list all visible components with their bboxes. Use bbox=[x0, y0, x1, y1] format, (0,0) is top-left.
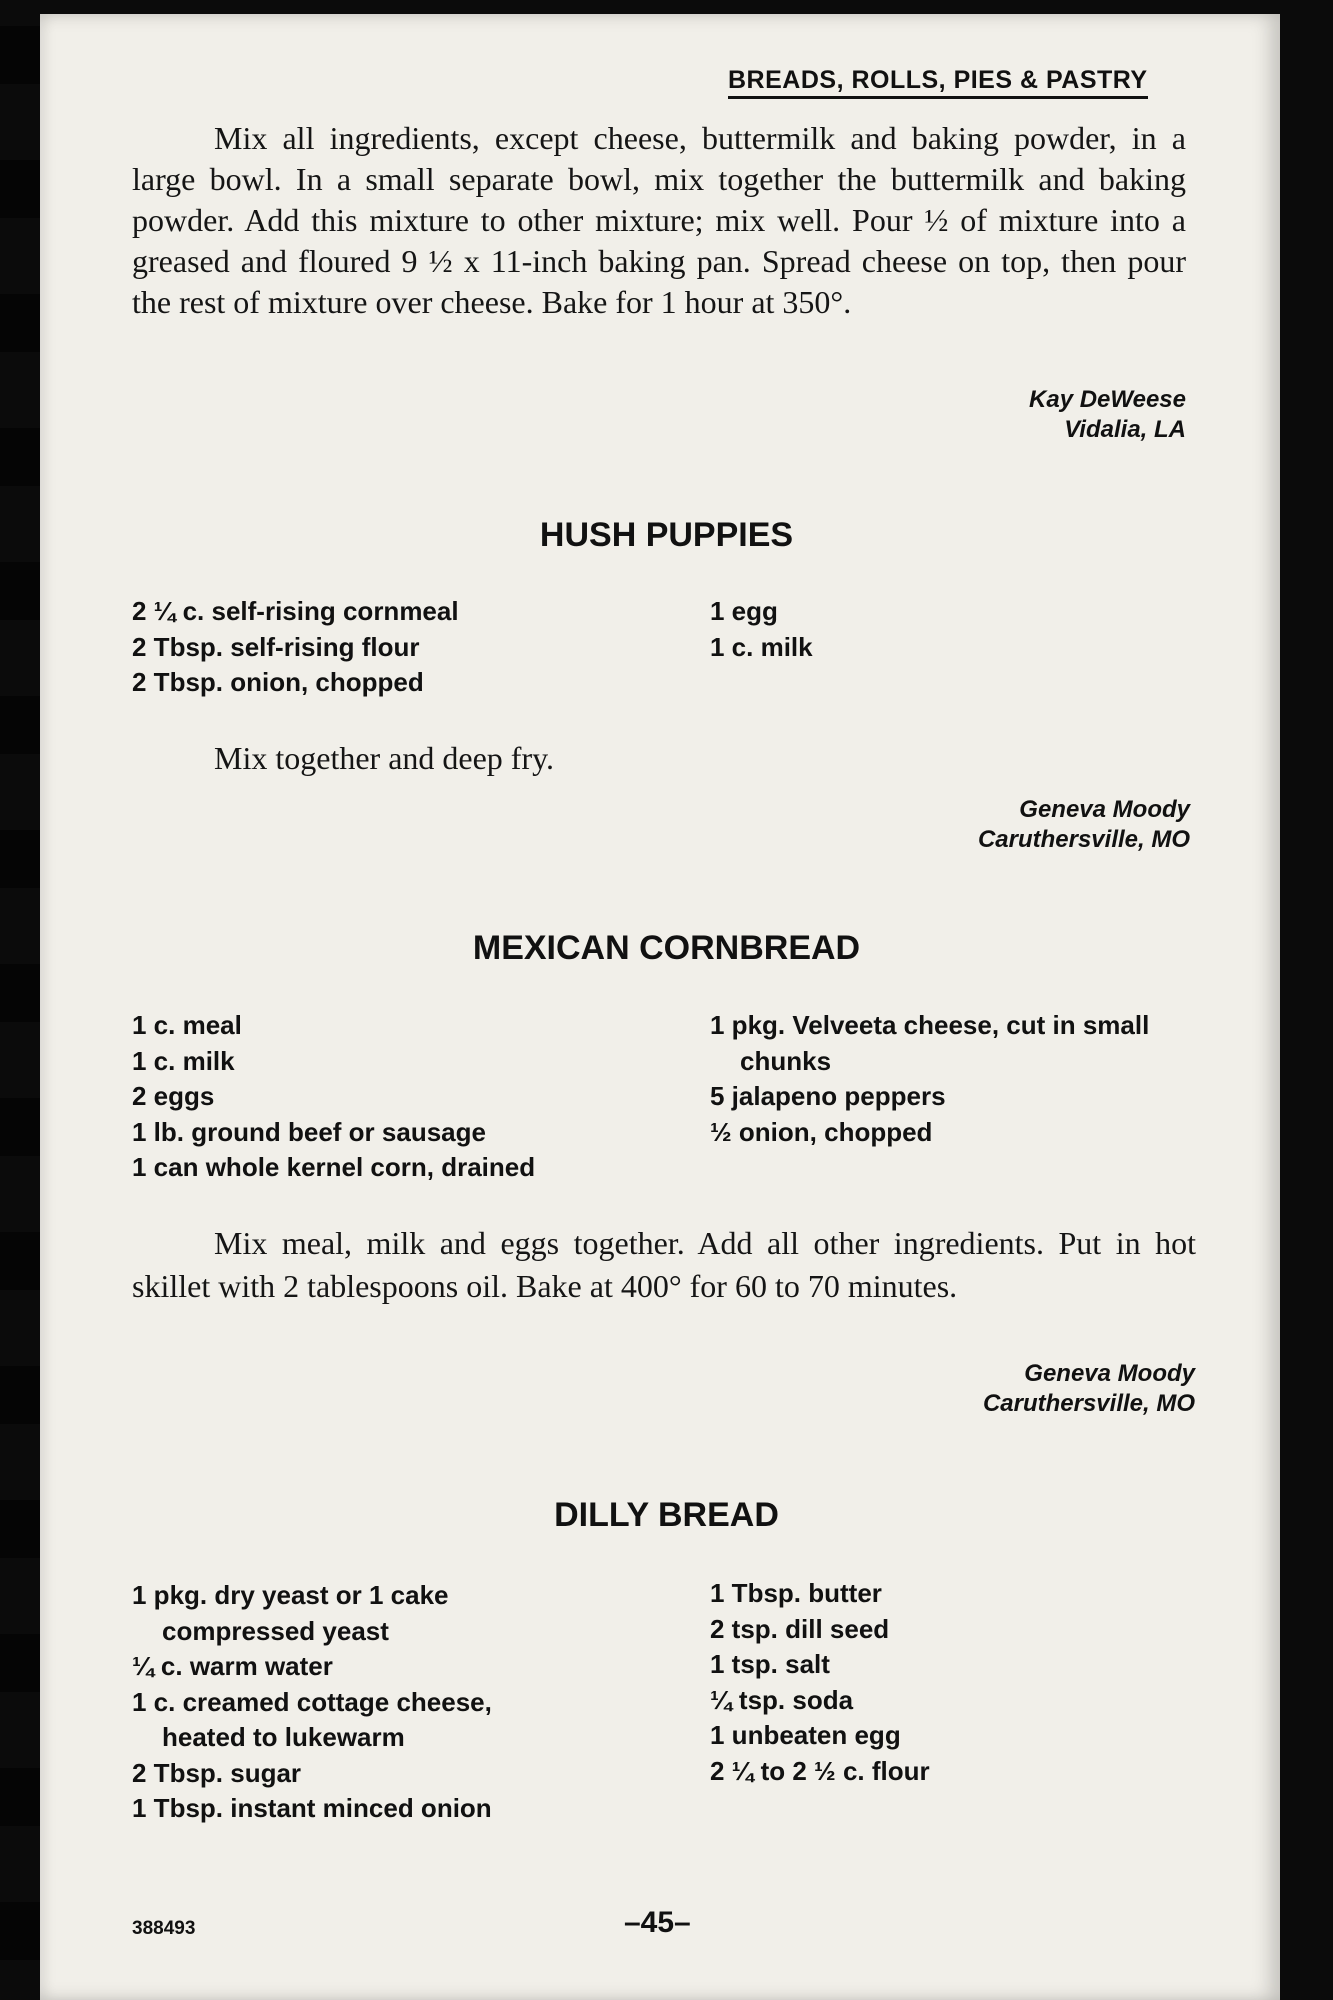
intro-credit bbox=[1029, 385, 1186, 445]
ingredients-column-left bbox=[132, 1008, 535, 1186]
ingredient-continuation: heated to lukewarm bbox=[162, 1722, 405, 1752]
ingredient: 1 Tbsp. butter bbox=[710, 1578, 882, 1608]
ingredient-continuation: compressed yeast bbox=[162, 1615, 389, 1646]
ingredient: 2 Tbsp. onion, chopped bbox=[132, 667, 424, 697]
ingredient: 1 c. meal bbox=[132, 1010, 242, 1040]
recipe-title: DILLY BREAD bbox=[554, 1496, 779, 1534]
ingredient: 1 c. milk bbox=[710, 631, 813, 662]
ingredient: 1 can whole kernel corn, drained bbox=[132, 1152, 536, 1182]
ingredient: 2 Tbsp. sugar bbox=[132, 1757, 302, 1788]
ingredients-column-right bbox=[710, 594, 813, 665]
recipe-credit bbox=[978, 795, 1190, 855]
ingredient-continuation: chunks bbox=[740, 1045, 832, 1076]
credit-name: Geneva Moody bbox=[1019, 796, 1190, 823]
ingredient: 2 Tbsp. self-rising flour bbox=[132, 631, 420, 662]
ingredient: ½ onion, chopped bbox=[710, 1116, 933, 1147]
ingredient: 5 jalapeno peppers bbox=[710, 1081, 946, 1111]
ingredient: 1 pkg. Velveeta cheese, cut in small bbox=[710, 1010, 1150, 1040]
ingredient: 1 Tbsp. instant minced onion bbox=[132, 1793, 492, 1823]
book-code: 388493 bbox=[132, 1918, 196, 1939]
recipe-credit bbox=[983, 1359, 1195, 1419]
ingredient: 1 c. milk bbox=[132, 1045, 235, 1076]
ingredients-column-right bbox=[710, 1576, 930, 1789]
recipe-title: MEXICAN CORNBREAD bbox=[472, 929, 861, 967]
ingredient: 2 ¼ c. self-rising cornmeal bbox=[132, 596, 459, 626]
ingredient: 1 c. creamed cottage cheese, bbox=[132, 1686, 492, 1717]
credit-name: Geneva Moody bbox=[1024, 1360, 1195, 1387]
section-header: BREADS, ROLLS, PIES & PASTRY bbox=[728, 66, 1148, 99]
page-number: –45– bbox=[624, 1906, 691, 1939]
ingredients-column-left bbox=[132, 594, 459, 701]
credit-name: Kay DeWeese bbox=[1029, 386, 1186, 413]
ingredient: 1 pkg. dry yeast or 1 cake bbox=[132, 1580, 449, 1610]
ingredient: 1 lb. ground beef or sausage bbox=[132, 1116, 486, 1147]
ingredient: 1 unbeaten egg bbox=[710, 1720, 901, 1750]
credit-place: Vidalia, LA bbox=[1064, 416, 1186, 443]
ingredient: 1 tsp. salt bbox=[710, 1649, 830, 1679]
credit-place: Caruthersville, MO bbox=[982, 1390, 1195, 1417]
ingredient: 2 tsp. dill seed bbox=[710, 1613, 890, 1644]
ingredient: 2 eggs bbox=[132, 1081, 215, 1111]
ingredients-column-right bbox=[710, 1008, 1149, 1150]
ingredient: ¼ tsp. soda bbox=[710, 1684, 854, 1715]
ingredient: 1 egg bbox=[710, 596, 778, 626]
ingredient: 2 ¼ to 2 ½ c. flour bbox=[710, 1755, 930, 1786]
intro-directions: Mix all ingredients, except cheese, buttermilk and baking powder, in a large bowl. In a small separate bowl, mix together the buttermilk and baking powder. Add this mixture to other mixture; mix well. Pour ½ of mixture into a greased and floured 9 ½ x 11-inch baking pan. Spread cheese on top, then pour the rest of mixture over cheese. Bake for 1 hour at 350°. bbox=[132, 120, 1186, 320]
recipe-directions: Mix together and deep fry. bbox=[214, 740, 555, 776]
ingredients-column-left bbox=[132, 1578, 492, 1827]
credit-place: Caruthersville, MO bbox=[977, 826, 1190, 853]
recipe-directions: Mix meal, milk and eggs together. Add all other ingredients. Put in hot skillet with 2 tablespoons oil. Bake at 400° for 60 to 70 minutes. bbox=[132, 1225, 1196, 1304]
ingredient: ¼ c. warm water bbox=[132, 1651, 333, 1681]
recipe-title: HUSH PUPPIES bbox=[539, 516, 794, 554]
